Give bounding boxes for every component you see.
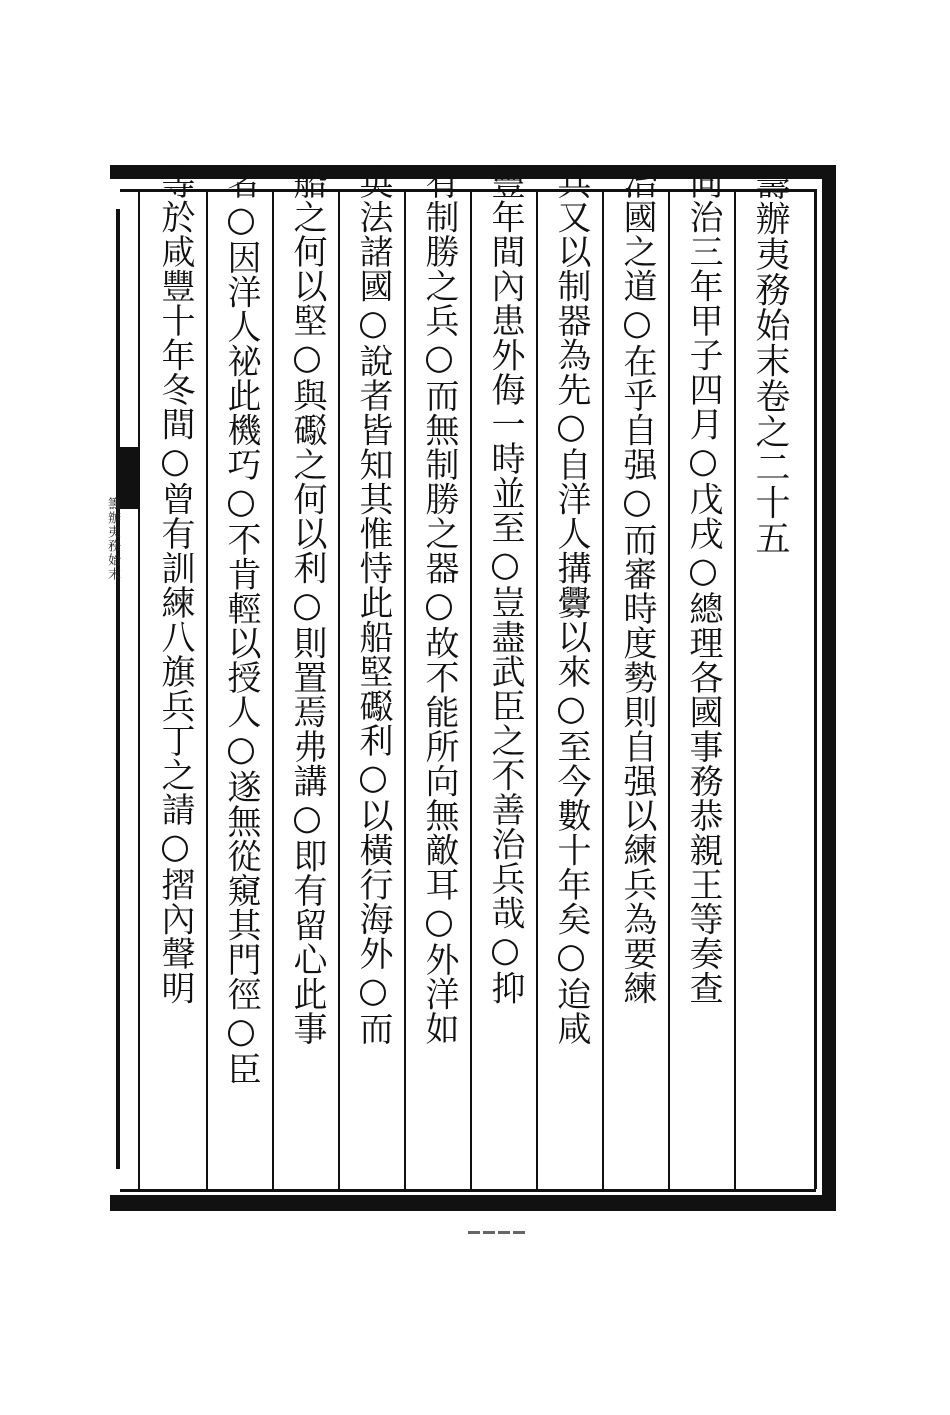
text-column: 豐年間內患外侮一時並至○豈盡武臣之不善治兵哉○抑 bbox=[485, 165, 525, 1005]
frame-inner-right-line bbox=[814, 189, 817, 1189]
frame-inner-bottom-line bbox=[120, 1189, 816, 1192]
column-divider bbox=[470, 189, 472, 1191]
column-divider bbox=[272, 189, 274, 1191]
footer-page-mark bbox=[468, 1219, 528, 1225]
column-divider bbox=[404, 189, 406, 1191]
frame-right-border bbox=[822, 165, 836, 1211]
page-frame bbox=[105, 165, 836, 1217]
column-divider bbox=[338, 189, 340, 1191]
spine-rule bbox=[116, 209, 120, 1169]
spine-label: 籌辦夷務始末 bbox=[105, 497, 120, 581]
column-divider bbox=[602, 189, 604, 1191]
column-divider bbox=[206, 189, 208, 1191]
text-column: 船之何以堅○與礟之何以利○則置焉弗講○即有留心此事 bbox=[287, 165, 327, 1046]
text-column: 英法諸國○說者皆知其惟恃此船堅礟利○以橫行海外○而 bbox=[353, 165, 393, 1046]
column-divider bbox=[734, 189, 736, 1191]
text-column: 同治三年甲子四月○戊戌○總理各國事務恭親王等奏查 bbox=[683, 165, 723, 1005]
text-column: 有制勝之兵○而無制勝之器○故不能所向無敵耳○外洋如 bbox=[419, 165, 459, 1046]
text-column: 等於咸豐十年冬間○曾有訓練八旗兵丁之請○摺內聲明 bbox=[155, 165, 195, 1005]
text-column-title: 籌辦夷務始末卷之二十五 bbox=[750, 165, 790, 556]
frame-top-border bbox=[110, 165, 836, 179]
column-divider bbox=[668, 189, 670, 1191]
column-divider bbox=[138, 189, 140, 1191]
column-divider bbox=[536, 189, 538, 1191]
text-column: 者○因洋人祕此機巧○不肯輕以授人○遂無從窺其門徑○臣 bbox=[221, 165, 261, 1086]
text-column: 兵又以制器為先○自洋人搆釁以來○至今數十年矣○迨咸 bbox=[551, 165, 591, 1046]
book-spine bbox=[105, 179, 138, 1195]
frame-bottom-border bbox=[110, 1195, 836, 1211]
text-column: 治國之道○在乎自强○而審時度勢則自强以練兵為要練 bbox=[617, 165, 657, 1005]
